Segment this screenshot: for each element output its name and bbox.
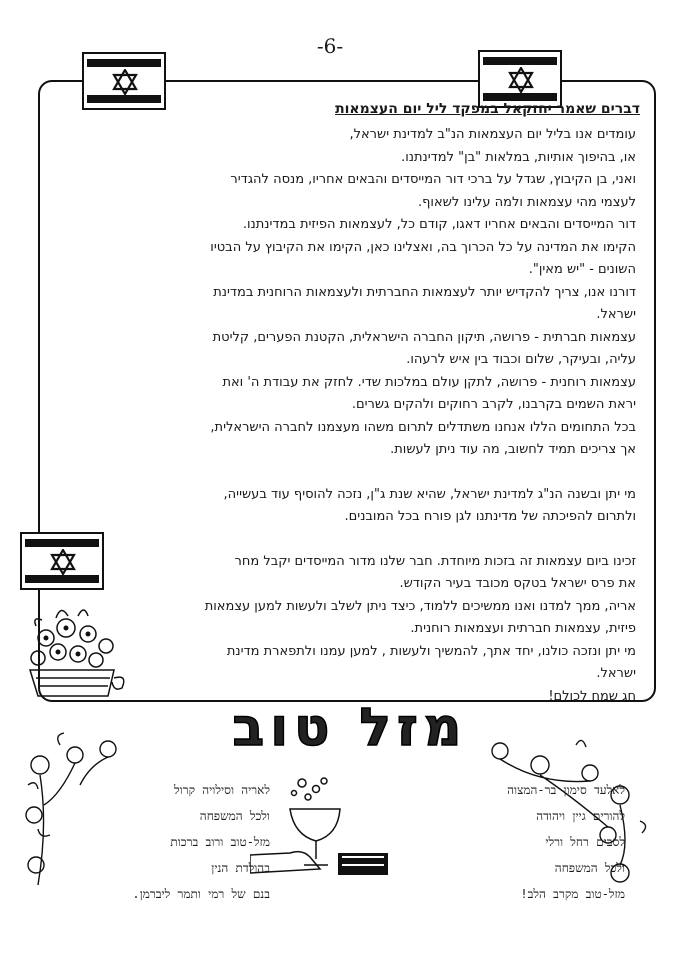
toast-cup-icon <box>250 775 390 895</box>
flower-basket-icon <box>16 598 128 704</box>
blessing-left <box>60 777 270 907</box>
speech-line: מי יתן ובשנה הנ"ג למדינת ישראל, שהיא שנת ג"ן, נזכה להוסיף עוד בעשייה, <box>223 486 636 502</box>
blessing-line: לסבים רחל ורלי <box>545 835 625 849</box>
speech-line: לעצמי מהי עצמאות ולמה עלינו לשאוף. <box>417 194 636 210</box>
blessing-line: ולכל המשפחה <box>554 861 625 875</box>
page-number: -6- <box>316 34 344 58</box>
star-of-david-icon <box>508 67 534 93</box>
speech-line: ישראל. <box>596 307 636 322</box>
speech-line: זכינו ביום עצמאות זה בזכות מיוחדת. חבר שלנו מדור המייסדים יקבל מחר <box>234 553 636 569</box>
star-of-david-icon <box>112 69 138 95</box>
speech-line: דור המייסדים והבאים אחריו דאגו, קודם כל, לעצמאות הפיזית במדינתנו. <box>242 217 636 232</box>
speech-line: בכל התחומים הללו אנחנו משתדלים לתרום משהו מעצמנו לחברה הישראלית, <box>210 419 636 435</box>
blessing-line: לאריה וסילויה קרול <box>174 783 270 797</box>
speech-line: עליה, ובעיקר, שלום וכבוד בין איש לרעהו. <box>406 352 636 367</box>
paragraph-gap <box>58 529 636 551</box>
speech-line: ישראל. <box>596 666 636 681</box>
speech-line: אריה, ממך למדנו ואנו ממשיכים ללמוד, כיצד ניתן לשלב ולעשות למען עצמאות <box>204 598 636 614</box>
speech-line: ולתרום להפיכתה של מדינתנו לגן פורח בכל המובנים. <box>344 509 636 524</box>
blessing-line: מזל-טוב מקרב הלב! <box>520 887 625 901</box>
speech-line: חג שמח לכולם! <box>548 688 636 704</box>
speech-line: דורנו אנו, צריך להקדיש יותר לעצמאות החברתית ולעצמאות הרוחנית במדינת <box>213 284 636 300</box>
speech-line: או, בהיפוך אותיות, במלאות "בן" למדינתנו. <box>401 149 636 165</box>
speech-line: פיזית, עצמאות חברתית ועצמאות רוחנית. <box>410 621 636 636</box>
speech-line: את פרס ישראל בטקס מכובד בעיר הקודש. <box>399 576 636 591</box>
speech-line: הקימו את המדינה על כל הכרוך בה, ואצלינו כאן, הקימו את הקיבוץ על הבטיו <box>210 239 636 255</box>
speech-line: ואני, בן הקיבוץ, שגדל על ברכי דור המייסדים והבאים אחריו, מנסה להגדיר <box>230 172 636 187</box>
speech-line: יראת השמים בקרבנו, לקרב רחוקים ולהקים גשרים. <box>351 397 636 412</box>
israel-flag-top-right <box>478 50 562 108</box>
speech-line: השונים - "יש מאין". <box>528 262 636 277</box>
blessing-line: מזל-טוב ורוב ברכות <box>170 835 270 849</box>
speech-line: מי יתן ונזכה כולנו, יחד אתך, להמשיך ולעשות , למען עמנו ולתפארת מדינת <box>226 643 636 659</box>
speech-line: עומדים אנו בליל יום העצמאות הנ"ב למדינת ישראל, <box>349 127 636 142</box>
mazal-tov-text: מזל טוב <box>232 698 468 757</box>
speech-title: דברים שאמר יחזקאל במפקד ליל יום העצמאות <box>335 101 640 117</box>
blessing-line: בהולדת הנין <box>211 861 270 875</box>
speech-line: עצמאות רוחנית - פרושה, לתקן עולם במלכות שדי. לחזק את עבודת ה' ואת <box>222 374 636 390</box>
paragraph-gap <box>58 462 636 484</box>
speech-line: עצמאות חברתית - פרושה, תיקון החברה הישראלית, הקטנת הפערים, קליטת <box>212 329 636 345</box>
blessing-line: לאלעד סימון בר-המצוה <box>507 783 625 797</box>
speech-body <box>58 124 636 708</box>
blessing-line: ולכל המשפחה <box>199 809 270 823</box>
blessing-line: להורים גיין ויהודה <box>536 809 625 823</box>
blessing-line: בנם של רמי ותמר ליברמן. <box>132 887 270 901</box>
speech-line: אך צריכים תמיד לחשוב, מה עוד ניתן לעשות. <box>390 442 636 457</box>
blessing-right <box>415 777 625 907</box>
